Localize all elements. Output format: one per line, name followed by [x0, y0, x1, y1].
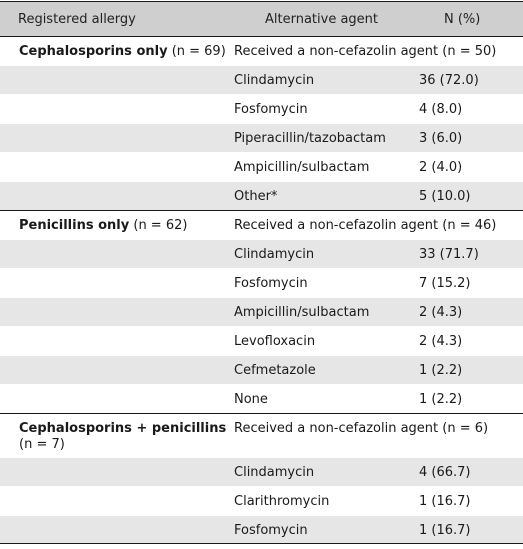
agent-count: 5 (10.0): [419, 189, 471, 204]
table-row: [0, 326, 523, 355]
group-label: [19, 218, 187, 234]
group-label-count: (n = 7): [19, 437, 65, 452]
header-n-percent: N (%): [444, 12, 481, 27]
table-row: [0, 239, 523, 268]
group-label-count: (n = 62): [129, 218, 188, 233]
table-row: [0, 94, 523, 123]
agent-count: 2 (4.3): [419, 334, 463, 349]
table-row: [0, 486, 523, 515]
agent-name: Other*: [234, 189, 278, 204]
agent-name: None: [234, 392, 268, 407]
table-row: [0, 123, 523, 152]
agent-name: Fosfomycin: [234, 102, 308, 117]
agent-name: Cefmetazole: [234, 363, 316, 378]
group-summary: Received a non-cefazolin agent (n = 46): [234, 218, 497, 233]
group-label-count: (n = 69): [167, 44, 226, 59]
table-row: [0, 181, 523, 210]
table-row: [0, 210, 523, 239]
agent-name: Fosfomycin: [234, 523, 308, 538]
agent-name: Ampicillin/sulbactam: [234, 305, 370, 320]
table-row: [0, 515, 523, 544]
agent-count: 36 (72.0): [419, 73, 479, 88]
header-alternative-agent: Alternative agent: [265, 12, 379, 27]
agent-count: 4 (66.7): [419, 465, 471, 480]
table-row: [0, 65, 523, 94]
group-label-bold: Cephalosporins + penicillins: [19, 421, 227, 436]
agent-count: 2 (4.3): [419, 305, 463, 320]
group-label-bold: Penicillins only: [19, 218, 130, 233]
agent-count: 3 (6.0): [419, 131, 463, 146]
agent-name: Ampicillin/sulbactam: [234, 160, 370, 175]
agent-count: 1 (16.7): [419, 494, 471, 509]
table-row: [0, 457, 523, 486]
group-summary: Received a non-cefazolin agent (n = 6): [234, 421, 489, 436]
agent-name: Clindamycin: [234, 465, 315, 480]
table-row: [0, 413, 523, 457]
agent-count: 1 (16.7): [419, 523, 471, 538]
table-row: [0, 152, 523, 181]
agent-name: Clarithromycin: [234, 494, 330, 509]
group-label: [19, 44, 226, 60]
agent-count: 1 (2.2): [419, 363, 463, 378]
agent-name: Clindamycin: [234, 73, 315, 88]
agent-count: 4 (8.0): [419, 102, 463, 117]
agent-name: Levofloxacin: [234, 334, 316, 349]
agent-name: Fosfomycin: [234, 276, 308, 291]
group-summary: Received a non-cefazolin agent (n = 50): [234, 44, 497, 59]
agent-name: Piperacillin/tazobactam: [234, 131, 386, 146]
group-label-bold: Cephalosporins only: [19, 44, 168, 59]
agent-count: 7 (15.2): [419, 276, 471, 291]
agent-count: 1 (2.2): [419, 392, 463, 407]
table-header: [0, 1, 523, 37]
agent-count: 2 (4.0): [419, 160, 463, 175]
header-registered-allergy: Registered allergy: [18, 12, 136, 27]
group-label: [19, 421, 226, 453]
table-row: [0, 355, 523, 384]
agent-count: 33 (71.7): [419, 247, 479, 262]
table-row: [0, 268, 523, 297]
table-row: [0, 36, 523, 65]
agent-name: Clindamycin: [234, 247, 315, 262]
table-row: [0, 384, 523, 413]
table-row: [0, 297, 523, 326]
